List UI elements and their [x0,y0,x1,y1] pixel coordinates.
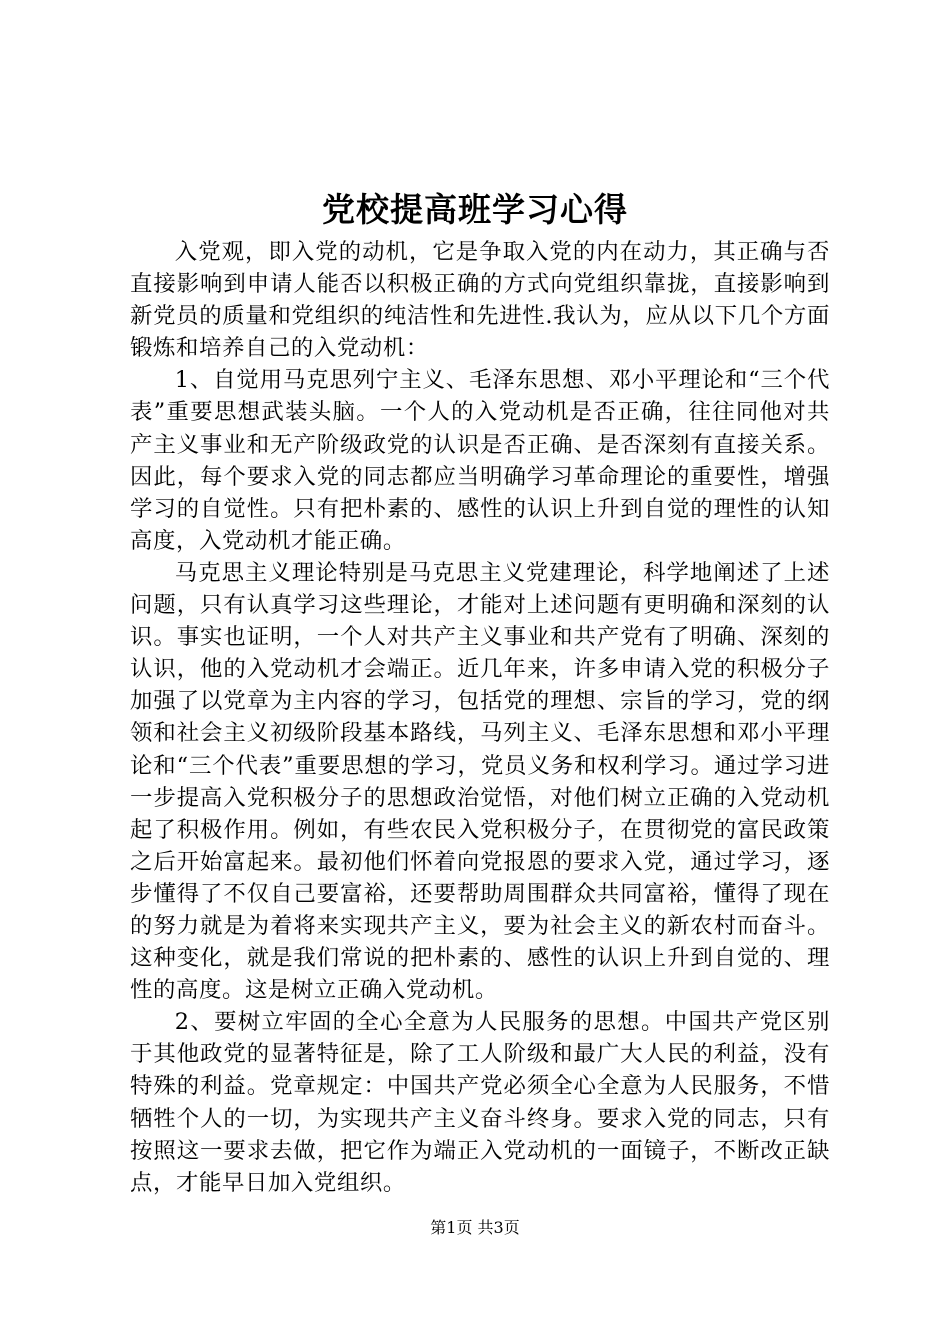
paragraph: 入党观，即入党的动机，它是争取入党的内在动力，其正确与否直接影响到申请人能否以积极正确的方式向党组织靠拢，直接影响到新党员的质量和党组织的纯洁性和先进性.我认为，应从以下几个方面锻炼和培养自己的入党动机： [130,239,830,362]
paragraph: 马克思主义理论特别是马克思主义党建理论，科学地阐述了上述问题，只有认真学习这些理论，才能对上述问题有更明确和深刻的认识。事实也证明，一个人对共产主义事业和共产党有了明确、深刻的认识，他的入党动机才会端正。近几年来，许多申请入党的积极分子加强了以党章为主内容的学习，包括党的理想、宗旨的学习，党的纲领和社会主义初级阶段基本路线，马列主义、毛泽东思想和邓小平理论和“三个代表”重要思想的学习，党员义务和权利学习。通过学习进一步提高入党积极分子的思想政治觉悟，对他们树立正确的入党动机起了积极作用。例如，有些农民入党积极分子，在贯彻党的富民政策之后开始富起来。最初他们怀着向党报恩的要求入党，通过学习，逐步懂得了不仅自己要富裕，还要帮助周围群众共同富裕，懂得了现在的努力就是为着将来实现共产主义，要为社会主义的新农村而奋斗。这种变化，就是我们常说的把朴素的、感性的认识上升到自觉的、理性的高度。这是树立正确入党动机。 [130,559,830,1004]
page-number-footer: 第1页 共3页 [430,1218,520,1237]
paragraph: 2、要树立牢固的全心全意为人民服务的思想。中国共产党区别于其他政党的显著特征是，除了工人阶级和最广大人民的利益，没有特殊的利益。党章规定：中国共产党必须全心全意为人民服务，不惜牺牲个人的一切，为实现共产主义奋斗终身。要求入党的同志，只有按照这一要求去做，把它作为端正入党动机的一面镜子，不断改正缺点，才能早日加入党组织。 [130,1009,830,1196]
paragraph: 1、自觉用马克思列宁主义、毛泽东思想、邓小平理论和“三个代表”重要思想武装头脑。一个人的入党动机是否正确，往往同他对共产主义事业和无产阶级政党的认识是否正确、是否深刻有直接关系。因此，每个要求入党的同志都应当明确学习革命理论的重要性，增强学习的自觉性。只有把朴素的、感性的认识上升到自觉的理性的认知高度，入党动机才能正确。 [130,367,830,554]
document-body [130,236,830,1199]
document-title: 党校提高班学习心得 [322,190,628,229]
